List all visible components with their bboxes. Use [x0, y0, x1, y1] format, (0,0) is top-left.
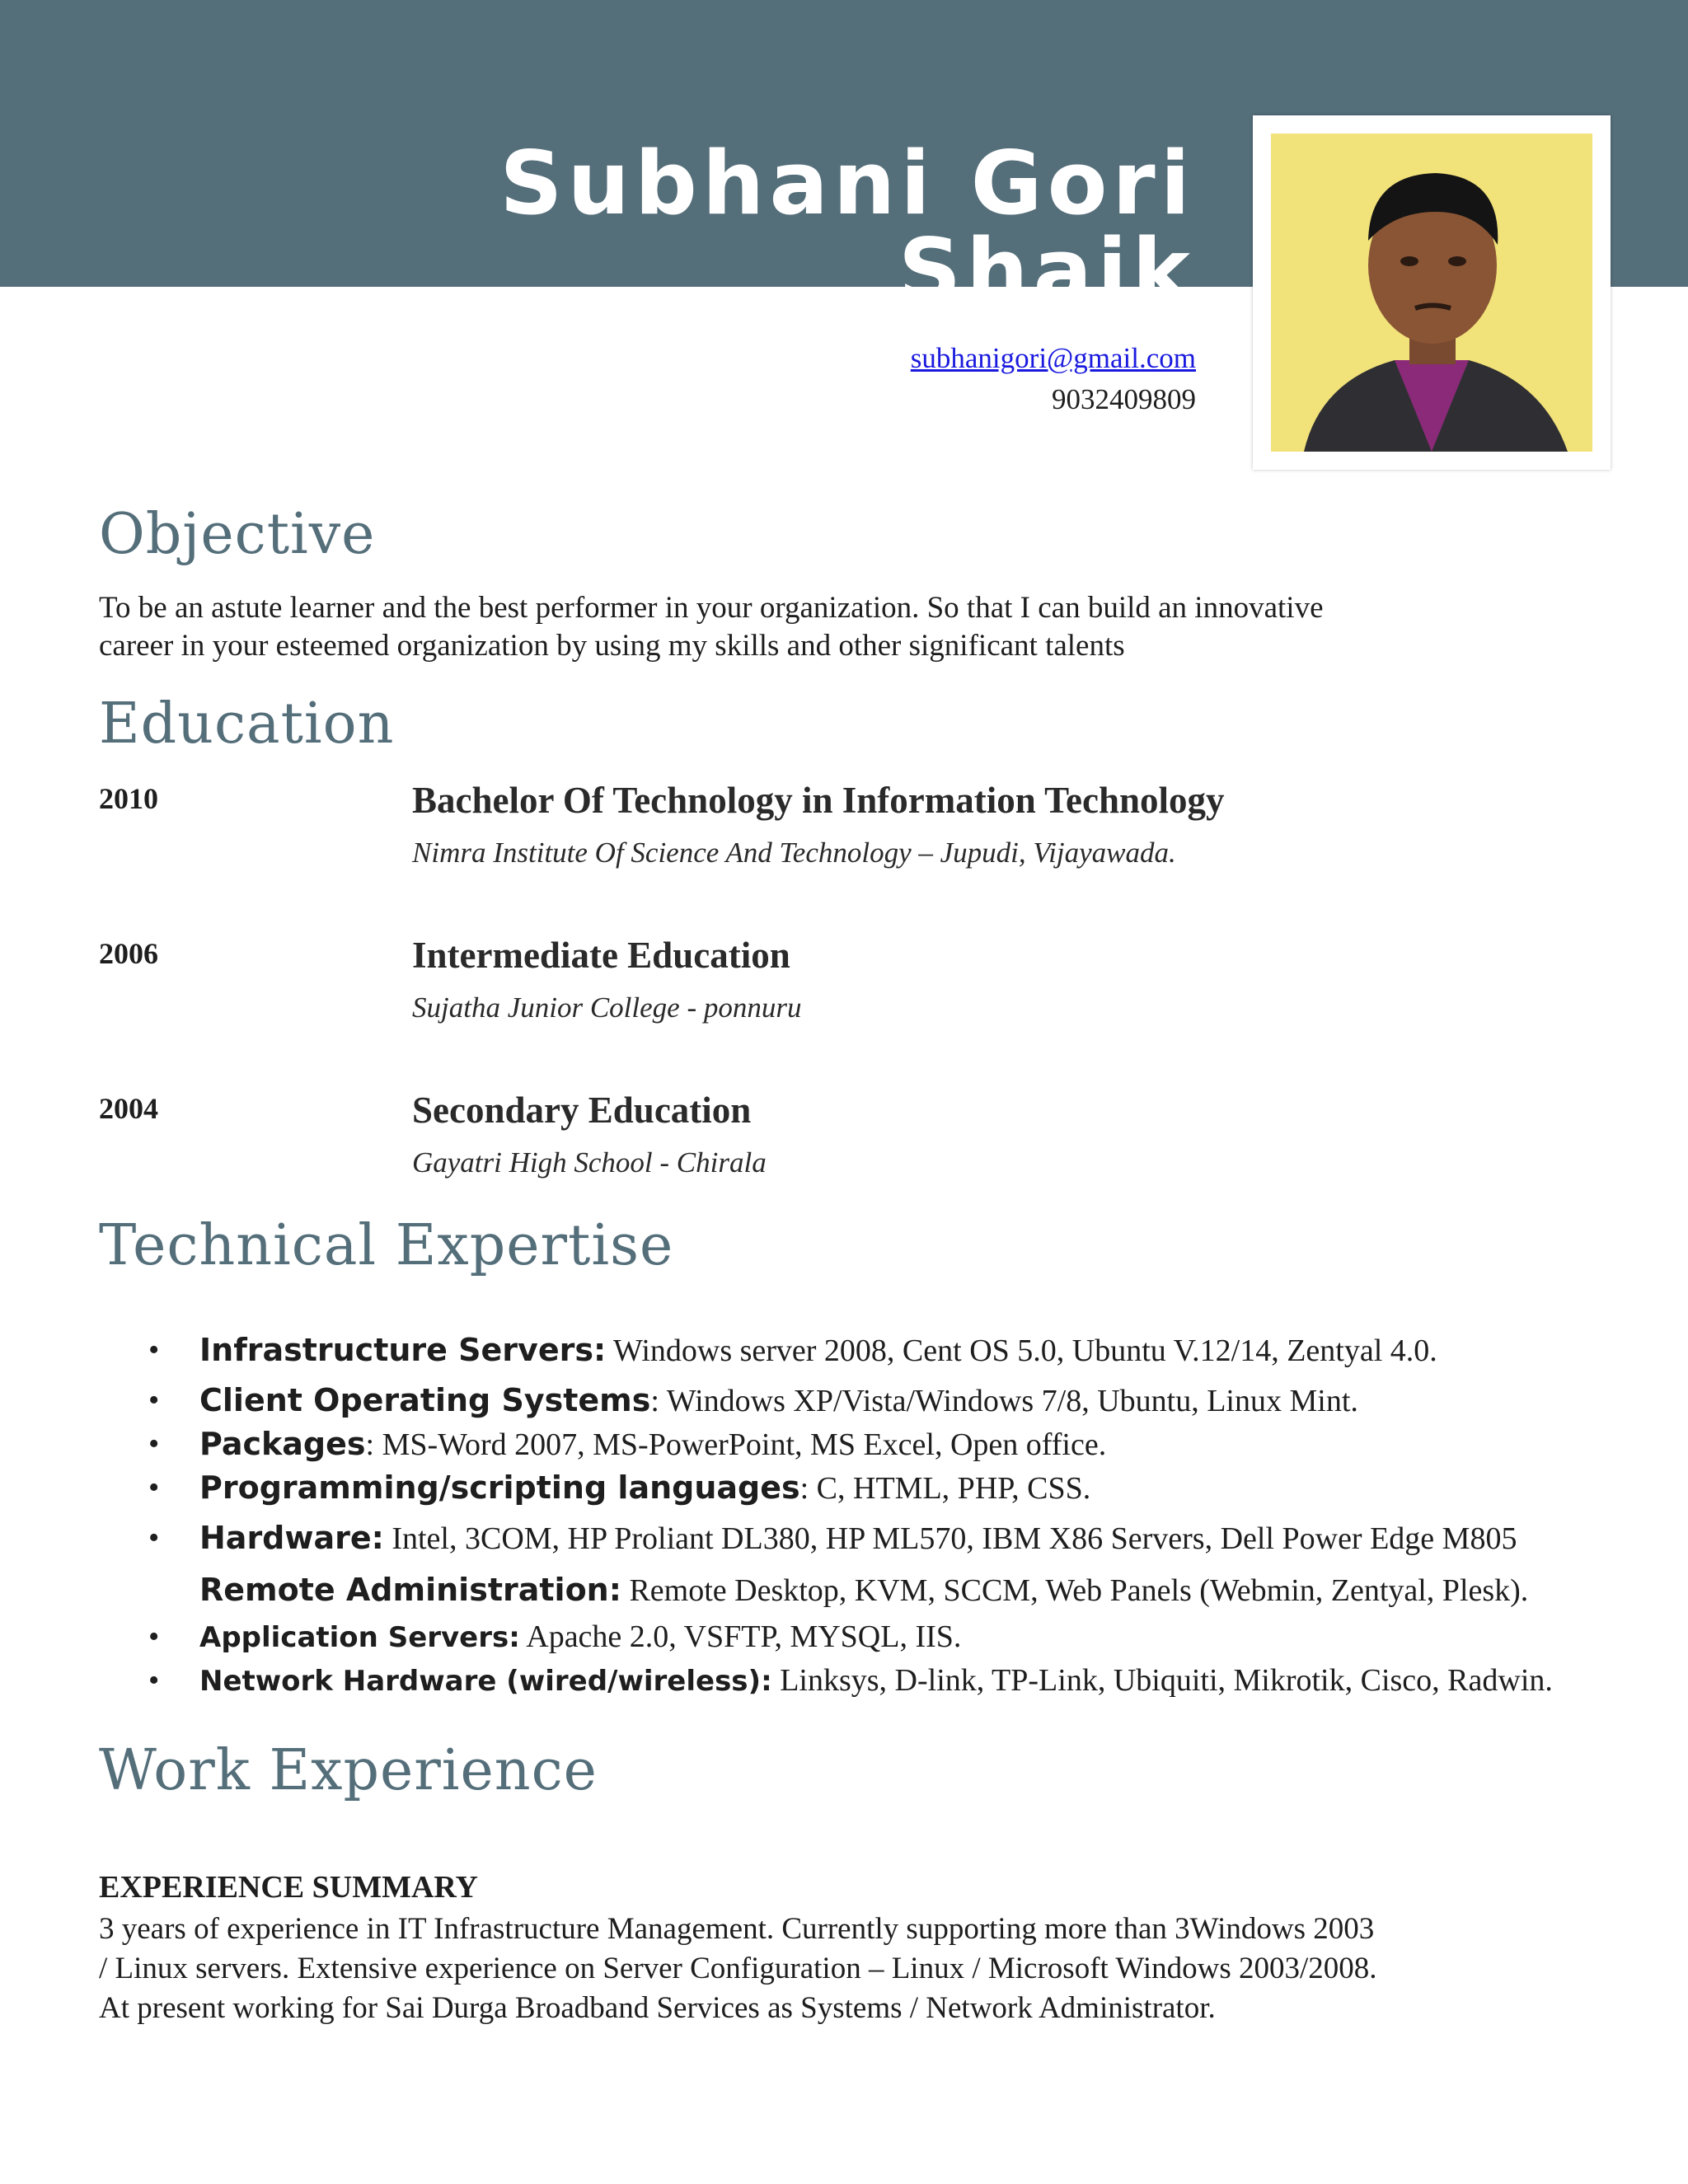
skill-label: Infrastructure Servers: — [199, 1332, 607, 1368]
skill-label: Network Hardware (wired/wireless): — [199, 1665, 772, 1698]
skill-value: Apache 2.0, VSFTP, MYSQL, IIS. — [519, 1619, 962, 1654]
bullet-icon: • — [148, 1521, 160, 1555]
phone-number: 9032409809 — [1052, 383, 1196, 415]
technical-heading: Technical Expertise — [99, 1213, 674, 1278]
list-item — [140, 1568, 1624, 1612]
objective-heading: Objective — [99, 502, 376, 567]
list-item — [140, 1379, 1624, 1422]
experience-line-2: / Linux servers. Extensive experience on Server Configuration – Linux / Microsoft Windows 2003/2008. — [99, 1952, 1377, 1985]
education-degree: Secondary Education — [412, 1090, 752, 1131]
skill-value: : Windows XP/Vista/Windows 7/8, Ubuntu, Linux Mint. — [650, 1384, 1358, 1418]
list-item — [140, 1422, 1624, 1466]
skill-value: Remote Desktop, KVM, SCCM, Web Panels (Webmin, Zentyal, Plesk). — [621, 1573, 1529, 1608]
skill-value: Linksys, D-link, TP-Link, Ubiquiti, Mikrotik, Cisco, Radwin. — [771, 1663, 1553, 1698]
experience-line-3: At present working for Sai Durga Broadband Services as Systems / Network Administrator. — [99, 1991, 1216, 2025]
skill-label: Programming/scripting languages — [199, 1469, 800, 1506]
experience-line-1: 3 years of experience in IT Infrastructure Management. Currently supporting more than 3Windows 2003 — [99, 1912, 1375, 1946]
email-link[interactable]: subhanigori@gmail.com — [910, 342, 1196, 374]
education-school: Gayatri High School - Chirala — [412, 1146, 767, 1179]
skill-value: : MS-Word 2007, MS-PowerPoint, MS Excel, Open office. — [365, 1427, 1107, 1462]
skill-value: Windows server 2008, Cent OS 5.0, Ubuntu V.12/14, Zentyal 4.0. — [606, 1333, 1437, 1368]
skill-value: : C, HTML, PHP, CSS. — [799, 1471, 1091, 1506]
list-item — [140, 1615, 1624, 1659]
bullet-icon: • — [148, 1427, 160, 1461]
education-school: Nimra Institute Of Science And Technology – Jupudi, Vijayawada. — [412, 837, 1176, 869]
bullet-icon: • — [148, 1663, 160, 1698]
skill-label: Remote Administration: — [199, 1572, 621, 1608]
list-item — [140, 1329, 1624, 1372]
objective-line-1: To be an astute learner and the best performer in your organization. So that I can build an innovative — [99, 591, 1324, 625]
objective-line-2: career in your esteemed organization by using my skills and other significant talents — [99, 629, 1125, 663]
education-degree: Bachelor Of Technology in Information Technology — [412, 780, 1225, 821]
skill-label: Client Operating Systems — [199, 1382, 651, 1418]
education-degree: Intermediate Education — [412, 935, 790, 976]
list-item — [140, 1516, 1624, 1560]
skills-list — [140, 1329, 1624, 1703]
list-item — [140, 1466, 1624, 1510]
person-portrait-icon — [1271, 134, 1592, 452]
education-year: 2006 — [99, 937, 158, 970]
profile-photo — [1253, 115, 1611, 470]
contact-block — [911, 338, 1196, 420]
skill-label: Hardware: — [199, 1520, 384, 1556]
skill-value: Intel, 3COM, HP Proliant DL380, HP ML570, IBM X86 Servers, Dell Power Edge M805 — [383, 1521, 1517, 1556]
education-year: 2004 — [99, 1092, 158, 1125]
bullet-icon: • — [148, 1619, 160, 1654]
bullet-icon: • — [148, 1333, 160, 1367]
experience-summary-heading: EXPERIENCE SUMMARY — [99, 1870, 478, 1905]
list-item — [140, 1659, 1624, 1703]
work-heading: Work Experience — [99, 1738, 598, 1803]
skill-label: Application Servers: — [199, 1621, 520, 1654]
education-school: Sujatha Junior College - ponnuru — [412, 991, 802, 1024]
skill-label: Packages — [199, 1426, 366, 1462]
bullet-icon: • — [148, 1470, 160, 1505]
education-year: 2010 — [99, 782, 158, 815]
bullet-icon: • — [148, 1383, 160, 1418]
education-heading: Education — [99, 691, 395, 757]
candidate-name: Subhani Gori Shaik — [499, 133, 1195, 321]
